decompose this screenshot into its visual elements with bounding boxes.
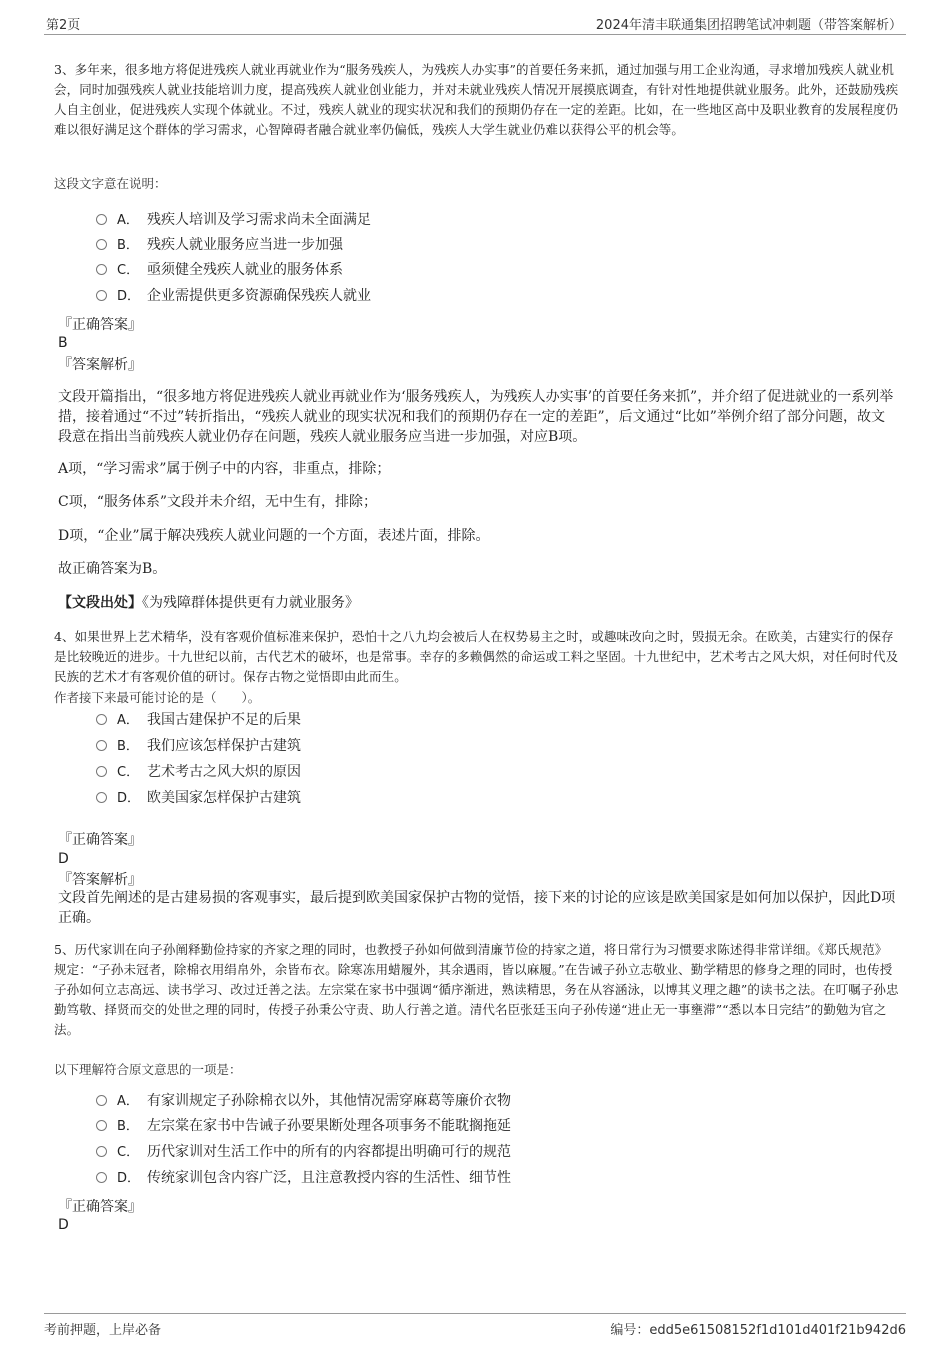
radio-icon[interactable] — [96, 792, 107, 803]
question-4-stem: 作者接下来最可能讨论的是（ ）。 — [54, 690, 261, 705]
radio-icon[interactable] — [96, 1146, 107, 1157]
q4-analysis-label: 『答案解析』 — [58, 872, 142, 888]
radio-icon[interactable] — [96, 766, 107, 777]
q3-analysis-main: 文段开篇指出，“很多地方将促进残疾人就业再就业作为‘服务残疾人，为残疾人办实事’的首要任务来抓”，并介绍了促进就业的一系列举措，接着通过“不过”转折指出，“残疾人就业的现实状况和我们的预期仍存在一定的差距”，后文通过“比如”举例介绍了部分问题，故文段意在指出当前残疾人就业仍存在问题，残疾人就业服务应当进一步加强，对应B项。 — [58, 389, 894, 445]
q4-option-d[interactable]: D． 欧美国家怎样保护古建筑 — [96, 788, 301, 809]
question-3-text: 3、多年来，很多地方将促进残疾人就业再就业作为“服务残疾人，为残疾人办实事”的首要任务来抓，通过加强与用工企业沟通，寻求增加残疾人就业机会，同时加强残疾人就业技能培训力度，提高残疾人就业创业能力，并对未就业残疾人情况开展摸底调查，有针对性地提供就业服务。此外，还鼓励残疾人自主创业，促进残疾人实现个体就业。不过，残疾人就业的现实状况和我们的预期仍存在一定的差距。比如，在一些地区高中及职业教育的发展程度仍难以很好满足这个群体的学习需求，心智障碍者融合就业率仍偏低，残疾人大学生就业仍难以获得公平的机会等。 — [54, 62, 899, 137]
q3-analysis-a: A项，“学习需求”属于例子中的内容，非重点，排除； — [58, 461, 391, 477]
radio-icon[interactable] — [96, 714, 107, 725]
q3-answer: B — [58, 335, 68, 351]
question-3-stem: 这段文字意在说明： — [54, 176, 167, 191]
radio-icon[interactable] — [96, 1095, 107, 1106]
q5-answer: D — [58, 1217, 69, 1233]
q3-source: 【文段出处】《为残障群体提供更有力就业服务》 — [58, 595, 359, 611]
radio-icon[interactable] — [96, 1172, 107, 1183]
q4-answer: D — [58, 851, 69, 867]
q3-analysis-d: D项，“企业”属于解决残疾人就业问题的一个方面，表述片面，排除。 — [58, 528, 490, 544]
page-number: 第2页 — [46, 18, 81, 33]
radio-icon[interactable] — [96, 740, 107, 751]
q3-analysis-c: C项，“服务体系”文段并未介绍，无中生有，排除； — [58, 494, 378, 510]
page-footer — [44, 1313, 906, 1338]
q5-answer-label: 『正确答案』 — [58, 1199, 142, 1215]
q3-option-d[interactable]: D． 企业需提供更多资源确保残疾人就业 — [96, 286, 371, 307]
q5-option-d[interactable]: D． 传统家训包含内容广泛，且注意教授内容的生活性、细节性 — [96, 1168, 511, 1189]
q3-option-c[interactable]: C． 亟须健全残疾人就业的服务体系 — [96, 260, 343, 281]
q4-analysis: 文段首先阐述的是古建易损的客观事实，最后提到欧美国家保护古物的觉悟，接下来的讨论的应该是欧美国家是如何加以保护，因此D项正确。 — [58, 890, 896, 926]
question-5-text: 5、历代家训在向子孙阐释勤俭持家的齐家之理的同时，也教授子孙如何做到清廉节俭的持家之道，将日常行为习惯要求陈述得非常详细。《郑氏规范》规定：“子孙未冠者，除棉衣用绢帛外，余皆布衣。除寒冻用蜡履外，其余遇雨，皆以麻履。”在告诫子孙立志敬业、勤学精思的修身之理的同时，也传授子孙如何立志高远、读书学习、改过迁善之法。左宗棠在家书中强调“循序渐进，熟读精思，务在从容涵泳，以博其义理之趣”的读书之法。在叮嘱子孙忠勤笃敬、择贤而交的处世之理的同时，传授子孙秉公守责、助人行善之道。清代名臣张廷玉向子孙传递“进止无一事壅滞”“悉以本日完结”的勤勉为官之法。 — [54, 942, 899, 1037]
q4-option-c[interactable]: C． 艺术考古之风大炽的原因 — [96, 762, 301, 783]
q3-answer-label: 『正确答案』 — [58, 317, 142, 333]
radio-icon[interactable] — [96, 214, 107, 225]
document-id: 编号：edd5e61508152f1d101d401f21b942d6 — [610, 1323, 906, 1338]
q5-option-c[interactable]: C． 历代家训对生活工作中的所有的内容都提出明确可行的规范 — [96, 1142, 511, 1163]
footer-slogan: 考前押题，上岸必备 — [44, 1323, 162, 1338]
q3-option-a[interactable]: A． 残疾人培训及学习需求尚未全面满足 — [96, 210, 371, 231]
q3-analysis-conclusion: 故正确答案为B。 — [58, 561, 167, 577]
q5-option-b[interactable]: B． 左宗棠在家书中告诫子孙要果断处理各项事务不能耽搁拖延 — [96, 1116, 511, 1137]
q4-answer-label: 『正确答案』 — [58, 832, 142, 848]
q3-analysis-label: 『答案解析』 — [58, 357, 142, 373]
radio-icon[interactable] — [96, 290, 107, 301]
q4-option-a[interactable]: A． 我国古建保护不足的后果 — [96, 710, 301, 731]
document-title: 2024年清丰联通集团招聘笔试冲刺题（带答案解析） — [595, 18, 902, 33]
q3-option-b[interactable]: B． 残疾人就业服务应当进一步加强 — [96, 235, 343, 256]
question-5-stem: 以下理解符合原文意思的一项是： — [54, 1062, 242, 1077]
q5-option-a[interactable]: A． 有家训规定子孙除棉衣以外，其他情况需穿麻葛等廉价衣物 — [96, 1091, 511, 1112]
radio-icon[interactable] — [96, 1120, 107, 1131]
q4-option-b[interactable]: B． 我们应该怎样保护古建筑 — [96, 736, 301, 757]
question-4-text: 4、如果世界上艺术精华，没有客观价值标准来保护，恐怕十之八九均会被后人在权势易主之时，或趣味改向之时，毁损无余。在欧美，古建实行的保存是比较晚近的进步。十九世纪以前，古代艺术的破坏，也是常事。幸存的多赖偶然的命运或工料之坚固。十九世纪中，艺术考古之风大炽，对任何时代及民族的艺术才有客观价值的研讨。保存古物之觉悟即由此而生。 — [54, 629, 899, 684]
page-header — [44, 12, 906, 35]
radio-icon[interactable] — [96, 239, 107, 250]
radio-icon[interactable] — [96, 264, 107, 275]
